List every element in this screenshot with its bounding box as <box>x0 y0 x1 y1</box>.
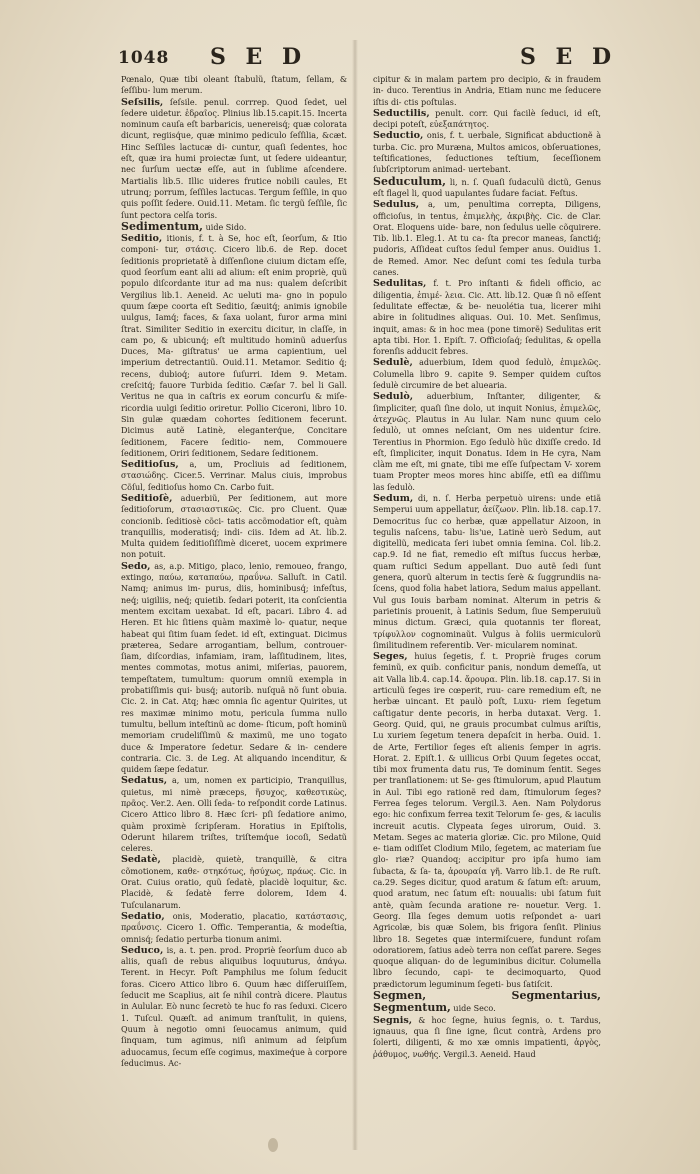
entry-definition: a, um, Procliuis ad ſeditionem, στασιώδης. Cicer.5. Verrinar. Malus ciuis, improbus Cõſul, ſeditioſus homo Cn. Carbo fuit. <box>121 460 347 492</box>
entry-definition: a, um, nomen ex participio, Tranquillus, quietus, mi nimè præceps, ἥσυχος, καθεστικὼς, πρᾶος. Ver.2. Aen. Olli ſeda- to reſpondit corde Latinus. Cicero Attico libro 8. Hæc ſcri- pſi ſedatiore animo, quàm proximè ſcripſeram. Horatius in Epiſtolis, Oderunt hilarem triſtes, triſtemq́ue iocoſi, Sedatũ celeres. <box>121 776 347 854</box>
entry-definition: onis, Moderatio, placatio, κατάστασις, πραΰνσις. Cicero 1. Offic. Temperantia, & modeſtia, omnisq́; ſedatio perturba tionum animi. <box>121 911 347 944</box>
entry-definition: as, a.p. Mitigo, placo, lenio, remoueo, frango, extingo, παύω, καταπαύω, πραΰνω. Salluſt. in Catil. Namq; animus im- purus, diis, hominibusq́; infeſtus, neq́; uigiliis, neq́; quietib. ſedari poterit, ita conſcientia mentem excitam uexabat. Id eſt, pacari. Libro 4. ad Heren. Et hic ſitiens quàm maximè lo- quatur, neque habeat qui ſitim ſuam ſedet. id eſt, extinguat. Dicimus præterea, Sedare arrogantiam, bellum, controuer- ſiam, diſcordias, infamiam, iram, laſſitudinem, lites, mentes commotas, motus animi, miſerias, pauorem, tempeſtatem, tumultum: quorum omniũ exempla in probatiſſimis qui- busq́; autorib. nuſquã nõ ſunt obuia. Cic. 2. in Cat. Atq; hæc omnia ſic agentur Quirites, ut res maximæ minimo motu, pericula ſumma nullo tumultu, bellum inteſtinũ ac dome- ſticum, poſt hominũ memoriam crudeliſſimũ & maximũ, me uno togato duce & Imperatore ſedetur. Sedare & in- cendere contraria. Cic. 3. de Leg. At aliquando incenditur, & quidem ſæpe ſedatur. <box>121 561 347 775</box>
page-header <box>0 42 700 72</box>
dictionary-entry <box>121 459 347 493</box>
entry-definition: itionis, f. t. à Se, hoc eſt, ſeorſum, & Itio componi- tur, στάσις. Cicero lib.6. de Rep. docet ſeditionis proprietatẽ à diſſenſione ciuium dictam eſſe, quod ſeorſum eant alii ad alium: eſt enim propriè, quũ populo diſcordante itur ad ma nus: qualem deſcribit Vergilius lib.1. Aeneid. Ac ueluti ma- gno in populo quum ſæpe coorta eſt Seditio, ſæuitq́; animis ignobile uulgus, Iamq́; faces, & ſaxa uolant, furor arma mini ſtrat. Similiter Seditio in exercitu dicitur, in claſſe, in cam po, & ubicunq́; eſt multitudo hominũ aduerſus Duces, Ma- giſtratus' ue arma capientium, uel imperium detrectantiũ. Ouid.11. Metamor. Seditio q́; recens, dubioq́; autore ſuſurri. Idem 9. Metam. creſcitq́; fauore Turbida ſeditio. Cæſar 7. bel li Gall. Veritus ne qua in caſtris ex eorum concurſu & miſe- ricordia uulgi ſeditio oriretur. Pollio Ciceroni, libro 10. Sin gulæ quædam cohortes ſeditionem fecerunt. Dicimus autẽ Latinè, eleganterq́ue, Concitare ſeditionem, Facere ſeditio- nem, Commouere ſeditionem, Oriri ſeditionem, Sedare ſeditionem. <box>121 234 347 458</box>
entry-headword: Seditio, <box>121 233 163 245</box>
entry-headword: Seduco, <box>121 944 164 956</box>
dictionary-entry <box>373 357 601 391</box>
page-number: 1048 <box>118 48 170 68</box>
entry-headword: Seductio, <box>373 130 424 142</box>
entry-headword: Seges, <box>373 651 408 663</box>
dictionary-entry <box>121 945 347 1069</box>
running-head-left: S E D <box>210 44 308 70</box>
entry-definition: aduerbiũ, Per ſeditionem, aut more ſeditioſorum, στασιαστικῶς. Cic. pro Cluent. Quæ concionib. ſeditiosè cõci- tatis accõmodatior eſt, quàm tranquillis, moderatisq́; indi- ciis. Idem ad At. lib.2. Multa quidem ſeditioſiſſimè diceret, uocem exprimere non potuit. <box>121 493 347 560</box>
entry-definition: aduerbium, Inſtanter, diligenter, & ſimpliciter, quaſi ſine dolo, ut inquit Nonius, ἐπιμελῶς, ἀτεχνῶς. Plautus in Au lular. Nam nunc quum celo ſedulò, ut omnes neſciant, Om nes uidentur ſcire. Terentius in Phormion. Ego ſedulò hũc dixiſſe credo. Id eſt, ſimpliciter, inquit Donatus. Idem in He cyra, Nam clàm me eſt, mi gnate, tibi me eſſe ſuſpectam V- xorem tuam Propter meos mores hinc abiſſe, etſi ea diſſimu las ſedulò. <box>373 392 601 492</box>
entry-headword: Sedo, <box>121 560 151 572</box>
entry-definition: a, um, penultima correpta, Diligens, officioſus, in tentus, ἐπιμελὴς, ἀκριβὴς. Cic. de Clar. Orat. Eloquens uide- bare, non ſedulus uelle cõquirere. Tib. lib.1. Eleg.1. At tu ca- ſta precor maneas, ſanctiq́; pudoris, Aſſideat cuſtos ſedul ſemper anus. Ouidius 1. de Remed. Amor. Nec deſunt comi tes ſedula turba canes. <box>373 200 601 278</box>
dictionary-entry <box>373 391 601 493</box>
right-text-column <box>373 74 601 1134</box>
entry-headword: Seditioſè, <box>121 492 173 504</box>
entry-headword: Seſsilis, <box>121 96 164 108</box>
entry-definition: uide Seco. <box>453 1004 496 1014</box>
entry-definition: onis, f. t. uerbale, Significat abductionẽ à turba. Cic. pro Muræna, Multos amicos, obſeruationes, teſtificationes, ſeductiones teſtium, ſeceſſionem ſubſcriptorum animad- uertebant. <box>373 131 601 175</box>
dictionary-entry <box>373 1015 601 1060</box>
dictionary-entry <box>121 74 347 97</box>
entry-headword: Sedatio, <box>121 910 165 922</box>
dictionary-entry <box>121 854 347 910</box>
dictionary-entry <box>373 990 601 1015</box>
entry-headword: Sedulus, <box>373 199 420 211</box>
dictionary-entry <box>121 221 347 233</box>
entry-definition: cipitur & in malam partem pro decipio, & in fraudem in- duco. Terentius in Andria, Etiam nunc me ſeducere iſtis di- ctis poſtulas. <box>373 75 601 107</box>
entry-headword: Sedimentum, <box>121 219 203 233</box>
dictionary-entry <box>373 108 601 131</box>
entry-definition: di, n. ſ. Herba perpetuò uirens: unde etiã Semperui uum appellatur, ἀείζωον. Plin. lib.18. cap.17. Democritus ſuc co herbæ, quæ appellatur Aizoon, in tegulis naſcens, tabu- lis'ue, Latinè uerò Sedum, aut digitellũ, medicata ſeri iubet omnia ſemina. Col. lib.2. cap.9. Id ne fiat, remedio eſt miſtus ſuccus herbæ, quam ruſtici Sedum appellant. Duo autẽ ſedi ſunt genera, quorũ alterum in tectis ſerè & ſuggrundiis na- ſcens, quod folia habet latiora, Sedum maius appellant. Vul gus Iouis barbam nominat. Alterum in petris & parietinis prouenit, à Latinis Sedum, ſiue Semperuiuũ minus dictum. Græci, quia quotannis ter floreat, τρίφυλλον cognominaũt. Vulgus à foliis uermiculorũ ſimilitudinem referentib. Ver- micularem nominat. <box>373 493 601 650</box>
page-gutter-shadow <box>352 40 358 1150</box>
entry-definition: aduerbium, Idem quod ſedulò, ἐπιμελῶς. Columella libro 9. capite 9. Semper quidem cuſtos ſedulè circumire de bet aluearia. <box>373 358 601 391</box>
entry-definition: penult. corr. Qui facilè ſeduci, id eſt, decipi poteſt, εὐεξαπάτητος. <box>373 108 601 130</box>
dictionary-entry <box>121 493 347 561</box>
ink-smudge <box>268 1138 278 1152</box>
entry-definition: & hoc ſegne, huius ſegnis, o. t. Tardus, ignauus, qua ſi ſine igne, ſicut contrà, Ardens pro ſolerti, diligenti, & mo xæ omnis impatienti, ἀργὸς, ῥάθυμος, νωθής. Vergil.3. Aeneid. Haud <box>373 1015 601 1059</box>
dictionary-entry <box>121 775 347 854</box>
entry-headword: Sedum, <box>373 492 414 504</box>
entry-headword: Segmen, Segmentarius, Segmentum, <box>373 989 601 1015</box>
dictionary-entry <box>121 561 347 776</box>
entry-headword: Sedulitas, <box>373 278 427 290</box>
entry-headword: Sedatè, <box>121 854 161 866</box>
entry-definition: ſeſsile. penul. corrrep. Quod ſedet, uel ſedere uidetur. ἑδραῖος. Plinius lib.15.capit.15. Incerta nominum cauſa eſt barbaricis, uenereisq́; quæ colorata dicunt, regiisq́ue, quæ minimo pediculo ſeſſilia, &cæt. Hinc Seſſiles lactucæ di- cuntur, quaſi ſedentes, hoc eſt, quæ ira humi proiectæ ſunt, ut ſedere uideantur, nec ſurſum uectæ eſſe, aut in ſublime aſcendere. Martialis lib.5. Illic uideres frutice nobili caules, Et utrunq; porrum, ſeſſiles lactucas. Tergum ſeſſile, in quo quis poſſit ſedere. Ouid.11. Metam. ſic tergũ ſeſſile, ſic ſunt pectora celſa toris. <box>121 97 347 220</box>
entry-definition: huius ſegetis, f. t. Propriè fruges corum feminũ, ex quib. conficitur panis, nondum demeſſa, ut ait Valla lib.4. cap.14. ἄρουρα. Plin. lib.18. cap.17. Si in articulũ ſeges ire cœperit, ruu- care remedium eſt, ne herbæ uincant. Et paulò poſt, Luxu- riem ſegetum caſtigatur dente pecoris, in herba dutaxat. Verg. 1. Georg. Quid, qui, ne grauis procumbat culmus ariſtis, Lu xuriem ſegetum tenera depaſcit in herba. Ouid. 1. de Arte, Fertilior ſeges eſt alienis ſemper in agris. Horat. 2. Epiſt.1. & uillicus Orbi Quum ſegetes occat, tibi mox frumenta datu rus, Te dominum ſentit. Seges per tranſlationem: ut Se- ges ſtimulorum, apud Plautum in Aul. Tibi ego rationẽ red dam, ſtimulorum ſeges? Ferrea ſeges telorum. Vergil.3. Aen. Nam Polydorus ego: hic confixum ferrea texit Telorum ſe- ges, & iaculis increuit acutis. Clypeata ſeges uirorum, Ouid. 3. Metam. Seges ac materia gloriæ. Cic. pro Milone, Quid e- tiam odiſſet Clodium Milo, ſegetem, ac materiam ſue glo- riæ? Quandoq; accipitur pro ipſa humo iam ſubacta, & ſa- ta, ἀρουραία γῆ. Varro lib.1. de Re ruſt. ca.29. Seges dicitur, quod aratum & ſatum eſt: aruum, quod aratum, nec ſatum eſt: nouualis: ubi ſatum fuit antè, quàm ſecunda aratione re- nouetur. Verg. 1. Georg. Illa ſeges demum uotis reſpondet a- uari Agricolæ, bis quæ Solem, bis frigora ſenſit. Plinius libro 18. Segetes quæ intermiſcuere, fundunt roſam odoratiorem, ſatius adeò terra non ceſſat parere. Seges quoque aliquan- do de leguminibus dicitur. Columella libro ſecundo, capi- te decimoquarto, Quod prædictorum leguminum ſegeti- bus ſatiſcit. <box>373 652 601 989</box>
entry-headword: Seductilis, <box>373 107 430 119</box>
dictionary-entry <box>373 130 601 175</box>
dictionary-entry <box>373 199 601 278</box>
dictionary-entry <box>373 74 601 108</box>
entry-definition: uide Sido. <box>205 222 247 232</box>
dictionary-entry <box>373 651 601 990</box>
entry-headword: Segnis, <box>373 1014 413 1026</box>
dictionary-entry <box>373 176 601 200</box>
entry-definition: li, n. ſ. Quaſi ſudaculũ dictũ, Genus eſt flagel li, quod uapulantes ſudare faciat. Feſtus. <box>373 177 601 198</box>
entry-headword: Sedulè, <box>373 357 413 369</box>
running-head-right: S E D <box>520 44 618 70</box>
dictionary-entry <box>121 97 347 221</box>
entry-headword: Sedulò, <box>373 391 414 403</box>
entry-headword: Sedatus, <box>121 775 168 787</box>
entry-headword: Seduculum, <box>373 174 446 188</box>
entry-definition: placidè, quietè, tranquillè, & citra cõmotionem, καθε- στηκότως, ἡσύχως, πράως. Cic. in Orat. Cuius oratio, quũ ſedatè, placidè loquitur, &c. Placidè, & ſedatè ferre dolorem, Idem 4. Tuſculanarum. <box>121 855 347 910</box>
entry-headword: Seditioſus, <box>121 459 179 471</box>
dictionary-entry <box>121 233 347 459</box>
entry-definition: Pœnalo, Quæ tibi oleant ſtabulũ, ſtatum, ſellam, & ſeſſibu- lum merum. <box>121 75 347 96</box>
dictionary-entry <box>373 493 601 651</box>
entry-definition: is, a. t. pen. prod. Propriè ſeorſum duco ab aliis, quaſi de rebus aliquibus loquuturus, ἀπάγω. Terent. in Hecyr. Poſt Pamphilus me ſolum ſeducit foras. Cicero Attico libro 6. Quum hæc diſſeruiſſem, ſeducit me Scaplius, ait ſe nihil contrà dicere. Plautus in Aulular. Eò nunc ſecretò te huc fo ras ſeduxi. Cicero 1. Tuſcul. Quæſt. ad animum tranſtulit, in quiens, Quum à negotio omni ſeuocamus animum, quid ſinquam, tum agimus, niſi animum ad ſeipſum aduocamus, ſecum eſſe cogimus, maximeq́ue à corpore ſeducimus. Ac- <box>121 945 347 1068</box>
dictionary-entry <box>373 278 601 357</box>
entry-definition: f. t. Pro inſtanti & fideli officio, ac diligentia, ἐπιμέ- λεια. Cic. Att. lib.12. Quæ ſi nõ eſſent ſedulitate effectæ, & be- neuolétia tua, licerer mihi abire in ſolitudines aliquas. Oui. 10. Met. Senſimus, inquit, amas: & in hoc mea (pone timorẽ) Sedulitas erit apta tibi. Hor. 1. Epiſt. 7. Officioſaq́; ſedulitas, & opella forenſis adducit febres. <box>373 279 601 357</box>
dictionary-entry <box>121 911 347 945</box>
left-text-column <box>121 74 347 1134</box>
